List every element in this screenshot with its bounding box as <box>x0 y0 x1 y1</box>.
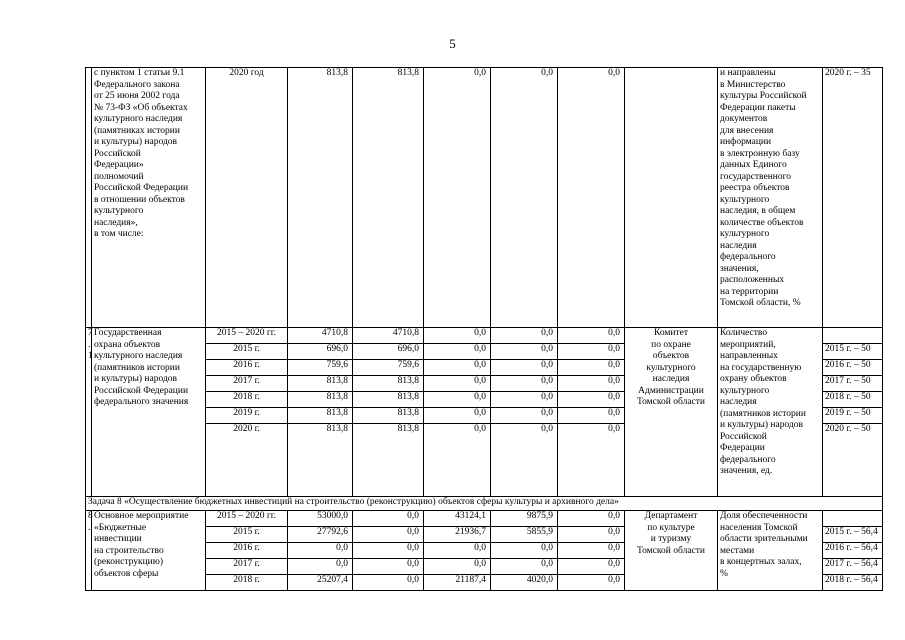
table-row <box>86 328 883 344</box>
period-cell: 2019 г. <box>206 408 288 424</box>
local-budget-cell: 0,0 <box>491 559 558 575</box>
row-number: 7 . 1 <box>86 328 92 497</box>
period-cell: 2016 г. <box>206 360 288 376</box>
federal-budget-cell: 0,0 <box>353 527 424 543</box>
regional-budget-cell: 0,0 <box>424 408 491 424</box>
federal-budget-cell: 813,8 <box>353 408 424 424</box>
target-cell: 2020 г. – 35 <box>823 68 883 328</box>
period-cell: 2018 г. <box>206 575 288 591</box>
local-budget-cell: 4020,0 <box>491 575 558 591</box>
regional-budget-cell: 21936,7 <box>424 527 491 543</box>
federal-budget-cell: 759,6 <box>353 360 424 376</box>
indicator-cell: и направлены в Министерство культуры Российской Федерации пакеты документов для внесения информации в электронную базу данных Единого государственного реестра объектов культурного наследия, в общем количестве объектов культурного наследия федерального значения, расположенных на территории Томской области, % <box>718 68 823 328</box>
target-cell: 2020 г. – 50 <box>823 424 883 497</box>
federal-budget-cell: 0,0 <box>353 511 424 527</box>
target-cell: 2015 г. – 50 <box>823 344 883 360</box>
period-cell: 2017 г. <box>206 559 288 575</box>
target-cell: 2016 г. – 56,4 <box>823 543 883 559</box>
regional-budget-cell: 0,0 <box>424 68 491 328</box>
extra-budget-cell: 0,0 <box>558 511 625 527</box>
total-cell: 696,0 <box>288 344 353 360</box>
federal-budget-cell: 813,8 <box>353 392 424 408</box>
total-cell: 813,8 <box>288 392 353 408</box>
regional-budget-cell: 0,0 <box>424 376 491 392</box>
local-budget-cell: 0,0 <box>491 328 558 344</box>
period-cell: 2015 г. <box>206 344 288 360</box>
federal-budget-cell: 813,8 <box>353 68 424 328</box>
total-cell: 759,6 <box>288 360 353 376</box>
target-cell: 2019 г. – 50 <box>823 408 883 424</box>
total-cell: 25207,4 <box>288 575 353 591</box>
total-cell: 53000,0 <box>288 511 353 527</box>
total-cell: 0,0 <box>288 559 353 575</box>
regional-budget-cell: 0,0 <box>424 328 491 344</box>
executor-cell: Комитет по охране объектов культурного наследия Администрации Томской области <box>625 328 718 497</box>
period-cell: 2015 – 2020 гг. <box>206 328 288 344</box>
period-cell: 2020 год <box>206 68 288 328</box>
executor-cell <box>625 68 718 328</box>
measure-name: Государственная охрана объектов культурного наследия (памятников истории и культуры) народов Российской Федерации федерального значения <box>92 328 206 497</box>
regional-budget-cell: 0,0 <box>424 424 491 497</box>
total-cell: 813,8 <box>288 408 353 424</box>
total-cell: 813,8 <box>288 376 353 392</box>
program-table <box>85 67 883 591</box>
regional-budget-cell: 21187,4 <box>424 575 491 591</box>
measure-name: Основное мероприятие «Бюджетные инвестиции на строительство (реконструкцию) объектов сферы <box>92 511 206 591</box>
local-budget-cell: 0,0 <box>491 68 558 328</box>
extra-budget-cell: 0,0 <box>558 575 625 591</box>
target-cell <box>823 511 883 527</box>
federal-budget-cell: 813,8 <box>353 424 424 497</box>
table-row <box>86 68 883 328</box>
local-budget-cell: 0,0 <box>491 344 558 360</box>
indicator-cell: Количество мероприятий, направленных на государственную охрану объектов культурного наследия (памятников истории и культуры) народов Российской Федерации федерального значения, ед. <box>718 328 823 497</box>
federal-budget-cell: 4710,8 <box>353 328 424 344</box>
extra-budget-cell: 0,0 <box>558 424 625 497</box>
federal-budget-cell: 0,0 <box>353 543 424 559</box>
local-budget-cell: 0,0 <box>491 424 558 497</box>
extra-budget-cell: 0,0 <box>558 408 625 424</box>
local-budget-cell: 0,0 <box>491 392 558 408</box>
period-cell: 2017 г. <box>206 376 288 392</box>
extra-budget-cell: 0,0 <box>558 559 625 575</box>
local-budget-cell: 0,0 <box>491 543 558 559</box>
period-cell: 2020 г. <box>206 424 288 497</box>
regional-budget-cell: 0,0 <box>424 559 491 575</box>
extra-budget-cell: 0,0 <box>558 376 625 392</box>
target-cell: 2018 г. – 56,4 <box>823 575 883 591</box>
extra-budget-cell: 0,0 <box>558 344 625 360</box>
total-cell: 0,0 <box>288 543 353 559</box>
federal-budget-cell: 696,0 <box>353 344 424 360</box>
federal-budget-cell: 0,0 <box>353 575 424 591</box>
task-heading: Задача 8 «Осуществление бюджетных инвестиций на строительство (реконструкцию) объектов сферы культуры и архивного дела» <box>86 497 883 511</box>
federal-budget-cell: 0,0 <box>353 559 424 575</box>
period-cell: 2016 г. <box>206 543 288 559</box>
regional-budget-cell: 0,0 <box>424 344 491 360</box>
page-number: 5 <box>449 36 456 51</box>
target-cell: 2016 г. – 50 <box>823 360 883 376</box>
local-budget-cell: 5855,9 <box>491 527 558 543</box>
extra-budget-cell: 0,0 <box>558 392 625 408</box>
target-cell <box>823 328 883 344</box>
local-budget-cell: 0,0 <box>491 376 558 392</box>
target-cell: 2017 г. – 50 <box>823 376 883 392</box>
period-cell: 2015 – 2020 гг. <box>206 511 288 527</box>
indicator-cell: Доля обеспеченности населения Томской области зрительными местами в концертных залах, % <box>718 511 823 591</box>
local-budget-cell: 0,0 <box>491 408 558 424</box>
target-cell: 2017 г. – 56,4 <box>823 559 883 575</box>
regional-budget-cell: 0,0 <box>424 543 491 559</box>
target-cell: 2015 г. – 56,4 <box>823 527 883 543</box>
table-row <box>86 511 883 527</box>
task-row <box>86 497 883 511</box>
measure-name: с пунктом 1 статьи 9.1 Федерального закона от 25 июня 2002 года № 73-ФЗ «Об объектах культурного наследия (памятниках истории и культуры) народов Российской Федерации» полномочий Российской Федерации в отношении объектов культурного наследия», в том числе: <box>92 68 206 328</box>
total-cell: 813,8 <box>288 424 353 497</box>
local-budget-cell: 0,0 <box>491 360 558 376</box>
period-cell: 2018 г. <box>206 392 288 408</box>
executor-cell: Департамент по культуре и туризму Томской области <box>625 511 718 591</box>
total-cell: 27792,6 <box>288 527 353 543</box>
extra-budget-cell: 0,0 <box>558 543 625 559</box>
regional-budget-cell: 0,0 <box>424 392 491 408</box>
extra-budget-cell: 0,0 <box>558 328 625 344</box>
total-cell: 813,8 <box>288 68 353 328</box>
local-budget-cell: 9875,9 <box>491 511 558 527</box>
regional-budget-cell: 0,0 <box>424 360 491 376</box>
total-cell: 4710,8 <box>288 328 353 344</box>
row-number: 8 . <box>86 511 92 591</box>
period-cell: 2015 г. <box>206 527 288 543</box>
regional-budget-cell: 43124,1 <box>424 511 491 527</box>
target-cell: 2018 г. – 50 <box>823 392 883 408</box>
extra-budget-cell: 0,0 <box>558 527 625 543</box>
extra-budget-cell: 0,0 <box>558 360 625 376</box>
federal-budget-cell: 813,8 <box>353 376 424 392</box>
extra-budget-cell: 0,0 <box>558 68 625 328</box>
